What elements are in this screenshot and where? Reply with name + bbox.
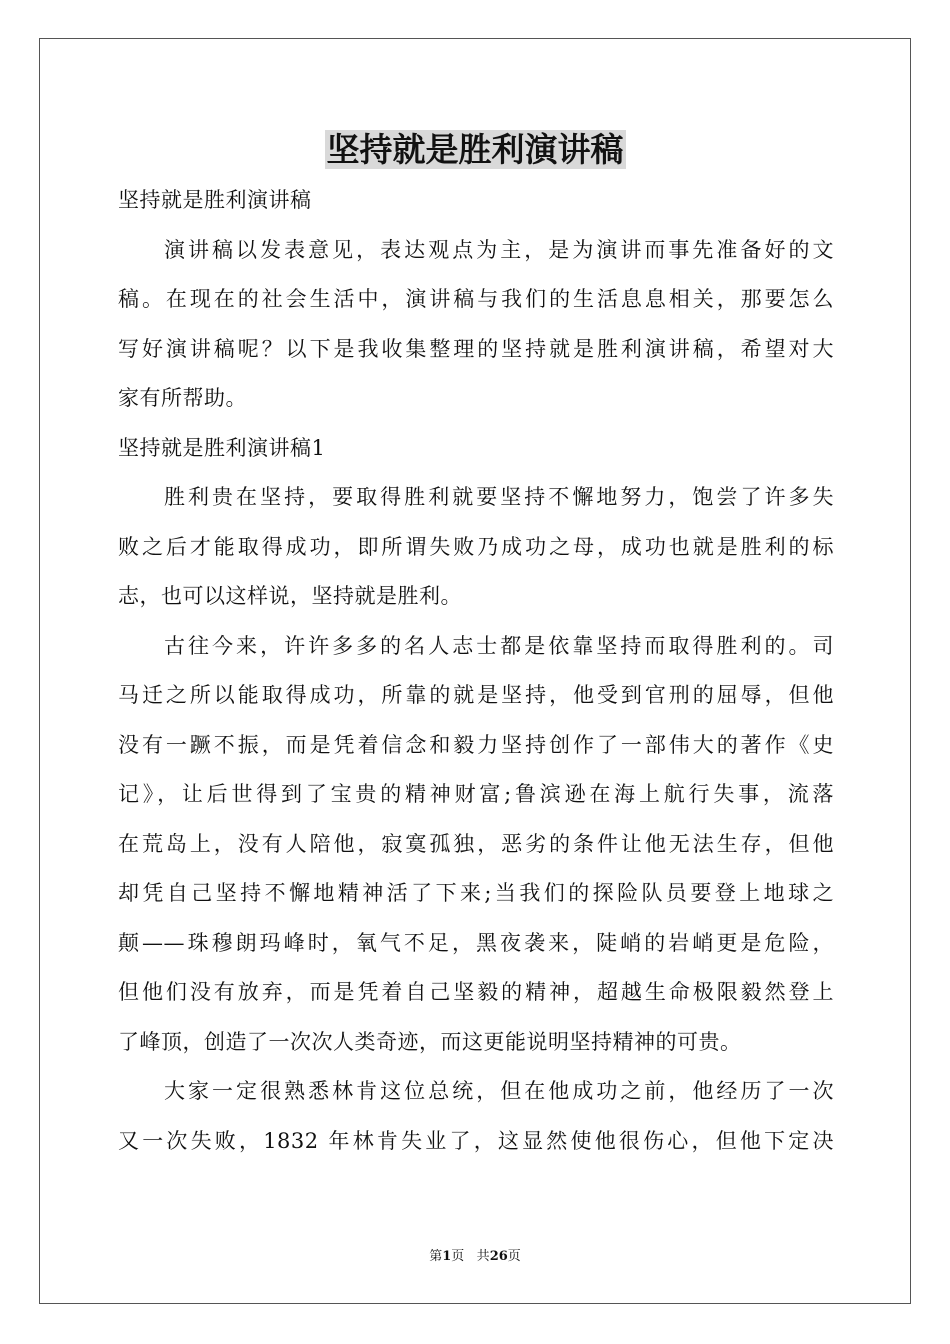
text-line: 家有所帮助。 <box>118 386 247 410</box>
page-footer <box>0 1248 950 1266</box>
document-body <box>118 176 834 1166</box>
text-line: 坚持就是胜利演讲稿1 <box>118 435 326 460</box>
text-line: 记》，让后世得到了宝贵的精神财富;鲁滨逊在海上航行失事，流落 <box>118 782 834 806</box>
text-line: 在荒岛上，没有人陪他，寂寞孤独，恶劣的条件让他无法生存，但他 <box>118 831 834 856</box>
footer-page-unit: 页 <box>451 1249 465 1264</box>
footer-prefix: 第 <box>429 1249 443 1264</box>
text-line: 没有一蹶不振，而是凭着信念和毅力坚持创作了一部伟大的著作《史 <box>118 732 834 757</box>
text-line: 古往今来，许许多多的名人志士都是依靠坚持而取得胜利的。司 <box>164 633 834 658</box>
text-line: 志，也可以这样说，坚持就是胜利。 <box>118 584 462 608</box>
text-line: 败之后才能取得成功，即所谓失败乃成功之母，成功也就是胜利的标 <box>118 534 834 559</box>
text-line: 马迁之所以能取得成功，所靠的就是坚持，他受到官刑的屈辱，但他 <box>118 683 834 707</box>
text-line: 又一次失败，1832 年林肯失业了，这显然使他很伤心，但他下定决 <box>118 1128 834 1153</box>
text-line: 胜利贵在坚持，要取得胜利就要坚持不懈地努力，饱尝了许多失 <box>164 485 834 509</box>
text-line: 大家一定很熟悉林肯这位总统，但在他成功之前，他经历了一次 <box>164 1079 834 1103</box>
text-line: 演讲稿以发表意见，表达观点为主，是为演讲而事先准备好的文 <box>164 237 834 262</box>
text-line: 稿。在现在的社会生活中，演讲稿与我们的生活息息相关，那要怎么 <box>118 287 834 311</box>
document-title <box>0 128 950 172</box>
footer-page-number: 1 <box>442 1249 452 1264</box>
text-line: 颠——珠穆朗玛峰时，氧气不足，黑夜袭来，陡峭的岩峭更是危险， <box>118 930 834 955</box>
text-line: 但他们没有放弃，而是凭着自己坚毅的精神，超越生命极限毅然登上 <box>118 980 834 1004</box>
document-title-text: 坚持就是胜利演讲稿 <box>326 130 624 169</box>
footer-total-pages: 26 <box>489 1249 508 1264</box>
text-line: 坚持就是胜利演讲稿 <box>118 188 312 212</box>
text-line: 了峰顶，创造了一次次人类奇迹，而这更能说明坚持精神的可贵。 <box>118 1029 742 1054</box>
footer-total-prefix: 共 <box>476 1249 490 1264</box>
text-line: 却凭自己坚持不懈地精神活了下来;当我们的探险队员要登上地球之 <box>118 881 834 905</box>
text-line: 写好演讲稿呢？以下是我收集整理的坚持就是胜利演讲稿，希望对大 <box>118 336 834 361</box>
footer-total-unit: 页 <box>507 1249 521 1264</box>
